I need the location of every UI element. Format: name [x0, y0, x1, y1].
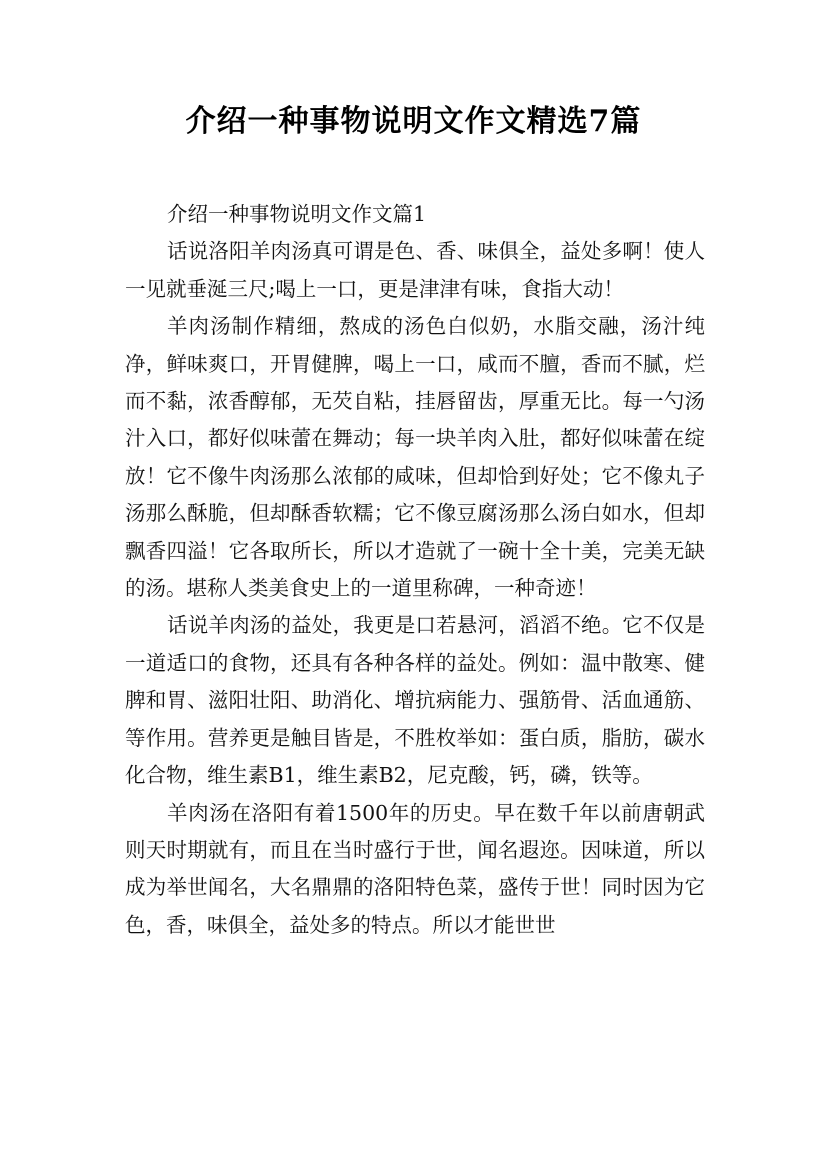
paragraph: 话说羊肉汤的益处，我更是口若悬河，滔滔不绝。它不仅是一道适口的食物，还具有各种各样的益处。例如：温中散寒、健脾和胃、滋阳壮阳、助消化、增抗病能力、强筋骨、活血通筋、等作用。营养更是触目皆是，不胜枚举如：蛋白质，脂肪，碳水化合物，维生素B1，维生素B2，尼克酸，钙，磷，铁等。 — [125, 613, 705, 788]
paragraph: 羊肉汤制作精细，熬成的汤色白似奶，水脂交融，汤汁纯净，鲜味爽口，开胃健脾，喝上一口，咸而不膻，香而不腻，烂而不黏，浓香醇郁，无芡自粘，挂唇留齿，厚重无比。每一勺汤汁入口，都好似味蕾在舞动；每一块羊肉入肚，都好似味蕾在绽放！它不像牛肉汤那么浓郁的咸味，但却恰到好处；它不像丸子汤那么酥脆，但却酥香软糯；它不像豆腐汤那么汤白如水，但却飘香四溢！它各取所长，所以才造就了一碗十全十美，完美无缺的汤。堪称人类美食史上的一道里称碑，一种奇迹！ — [125, 314, 705, 601]
paragraph: 羊肉汤在洛阳有着1500年的历史。早在数千年以前唐朝武则天时期就有，而且在当时盛行于世，闻名遐迩。因味道，所以成为举世闻名，大名鼎鼎的洛阳特色菜，盛传于世！同时因为它色，香，味俱全，益处多的特点。所以才能世世 — [125, 800, 705, 937]
paragraph: 话说洛阳羊肉汤真可谓是色、香、味俱全，益处多啊！使人一见就垂涎三尺;喝上一口，更是津津有味，食指大动！ — [125, 239, 705, 301]
document-body — [125, 196, 705, 944]
document-title: 介绍一种事物说明文作文精选7篇 — [185, 104, 642, 139]
section-heading: 介绍一种事物说明文作文篇1 — [167, 202, 427, 226]
